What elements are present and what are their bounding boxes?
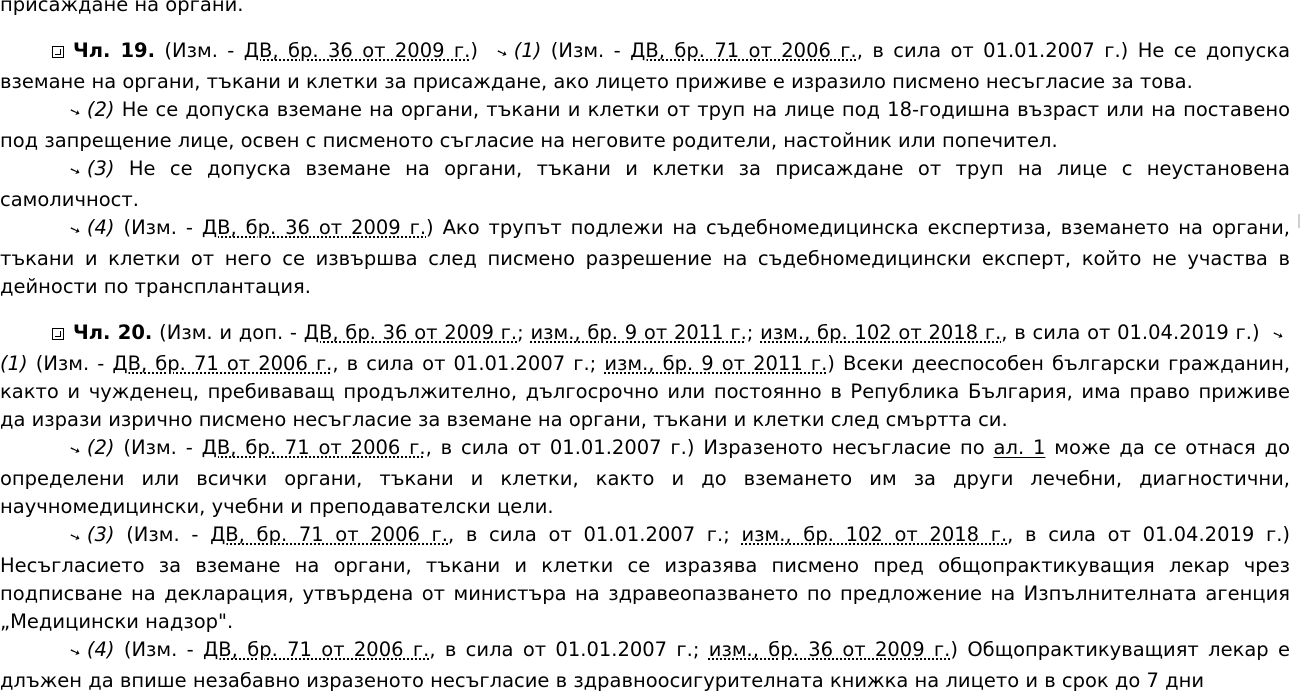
article-20-paragraph-4: ➘ (4) (Изм. - ДВ, бр. 71 от 2006 г., в сила от 01.01.2007 г.; изм., бр. 36 от 2009 г.) Общопрактикуващият лекар е длъжен да впише незабавно изразеното несъгласие в здравноосигурителната книжка на лицето и в срок до 7 дни xyxy=(0,638,1291,692)
top-text-line: присаждане на органи. xyxy=(0,0,244,16)
expand-article-icon[interactable] xyxy=(52,46,64,58)
article-19-paragraph-3: ➘ (3) Не се допуска вземане на органи, тъкани и клетки за присаждане от труп на лице с неустановена самоличност. xyxy=(0,157,1290,211)
amendment-link[interactable]: ДВ, бр. 71 от 2006 г. xyxy=(201,436,426,459)
amendment-link[interactable]: ДВ, бр. 36 от 2009 г. xyxy=(243,39,471,62)
amendment-link[interactable]: ДВ, бр. 71 от 2006 г. xyxy=(203,638,430,661)
paragraph-bullet-icon: ➘ xyxy=(67,162,83,181)
paragraph-bullet-icon: ➘ xyxy=(1270,326,1287,345)
article-20-label: Чл. 20. xyxy=(73,321,153,344)
article-20-paragraph-2: ➘ (2) (Изм. - ДВ, бр. 71 от 2006 г., в сила от 01.01.2007 г.) Изразеното несъгласие по ал. 1 може да се отнася до определени или всички органи, тъкани и клетки, както и до вземането им за други лечебни, диагностични, научномедицински, учебни и преподавателски цели. xyxy=(0,436,1291,518)
amendment-link[interactable]: изм., бр. 102 от 2018 г. xyxy=(741,523,1008,546)
amendment-link[interactable]: ДВ, бр. 71 от 2006 г. xyxy=(112,352,333,375)
amendment-link[interactable]: ДВ, бр. 36 от 2009 г. xyxy=(303,321,518,344)
paragraph-bullet-icon: ➘ xyxy=(67,103,83,122)
article-19-paragraph-4: ➘ (4) (Изм. - ДВ, бр. 36 от 2009 г.) Ако трупът подлежи на съдебномедицинска експертиза, вземането на органи, тъкани и клетки от него се извършва след писмено разрешение на съдебномедицински експерт, който не участва в дейности по трансплантация. xyxy=(0,216,1291,298)
article-20-paragraph-1: Чл. 20. (Изм. и доп. - ДВ, бр. 36 от 2009 г.; изм., бр. 9 от 2011 г.; изм., бр. 102 от 2018 г., в сила от 01.04.2019 г.) ➘(1) (Изм. - ДВ, бр. 71 от 2006 г., в сила от 01.01.2007 г.; изм., бр. 9 от 2011 г.) Всеки дееспособен български гражданин, както и чужденец, пребиваващ продължително, дългосрочно или постоянно в Република България, има право приживе да изрази изрично писмено несъгласие за вземане на органи, тъкани и клетки след смъртта си. xyxy=(0,321,1291,431)
amendment-link[interactable]: ДВ, бр. 71 от 2006 г. xyxy=(210,523,448,546)
article-19-paragraph-1: Чл. 19. (Изм. - ДВ, бр. 36 от 2009 г.) ➘ (1) (Изм. - ДВ, бр. 71 от 2006 г., в сила от 01.01.2007 г.) Не се допуска вземане на органи, тъкани и клетки за присаждане, ако лицето приживе е изразило писмено несъгласие за това. xyxy=(0,39,1291,93)
amendment-link[interactable]: изм., бр. 9 от 2011 г. xyxy=(604,352,828,375)
amendment-link[interactable]: изм., бр. 36 от 2009 г. xyxy=(708,638,951,661)
spacer xyxy=(0,19,1290,37)
paragraph-bullet-icon: ➘ xyxy=(67,441,83,460)
paragraph-bullet-icon: ➘ xyxy=(67,528,83,547)
article-19-paragraph-2: ➘ (2) Не се допуска вземане на органи, тъкани и клетки от труп на лице под 18-годишна възраст или на поставено под запрещение лице, освен с писменото съгласие на неговите родители, настойник или попечител. xyxy=(0,98,1290,152)
cross-reference-link[interactable]: ал. 1 xyxy=(993,436,1046,459)
amendment-link[interactable]: изм., бр. 102 от 2018 г. xyxy=(760,321,1002,344)
spacer xyxy=(0,301,1290,319)
amendment-link[interactable]: изм., бр. 9 от 2011 г. xyxy=(530,321,747,344)
amendment-link[interactable]: ДВ, бр. 36 от 2009 г. xyxy=(201,216,427,239)
paragraph-bullet-icon: ➘ xyxy=(494,44,510,63)
paragraph-bullet-icon: ➘ xyxy=(67,643,83,662)
article-20-paragraph-3: ➘ (3) (Изм. - ДВ, бр. 71 от 2006 г., в сила от 01.01.2007 г.; изм., бр. 102 от 2018 г., в сила от 01.04.2019 г.) Несъгласието за вземане на органи, тъкани и клетки се изразява писмено пред общопрактикуващия лекар чрез подписване на декларация, утвърдена от министъра на здравеопазването по предложение на Изпълнителната агенция „Медицински надзор". xyxy=(0,523,1291,633)
expand-article-icon[interactable] xyxy=(52,328,64,340)
article-19-label: Чл. 19. xyxy=(73,39,155,62)
amendment-link[interactable]: ДВ, бр. 71 от 2006 г. xyxy=(630,39,857,62)
paragraph-bullet-icon: ➘ xyxy=(67,221,83,240)
